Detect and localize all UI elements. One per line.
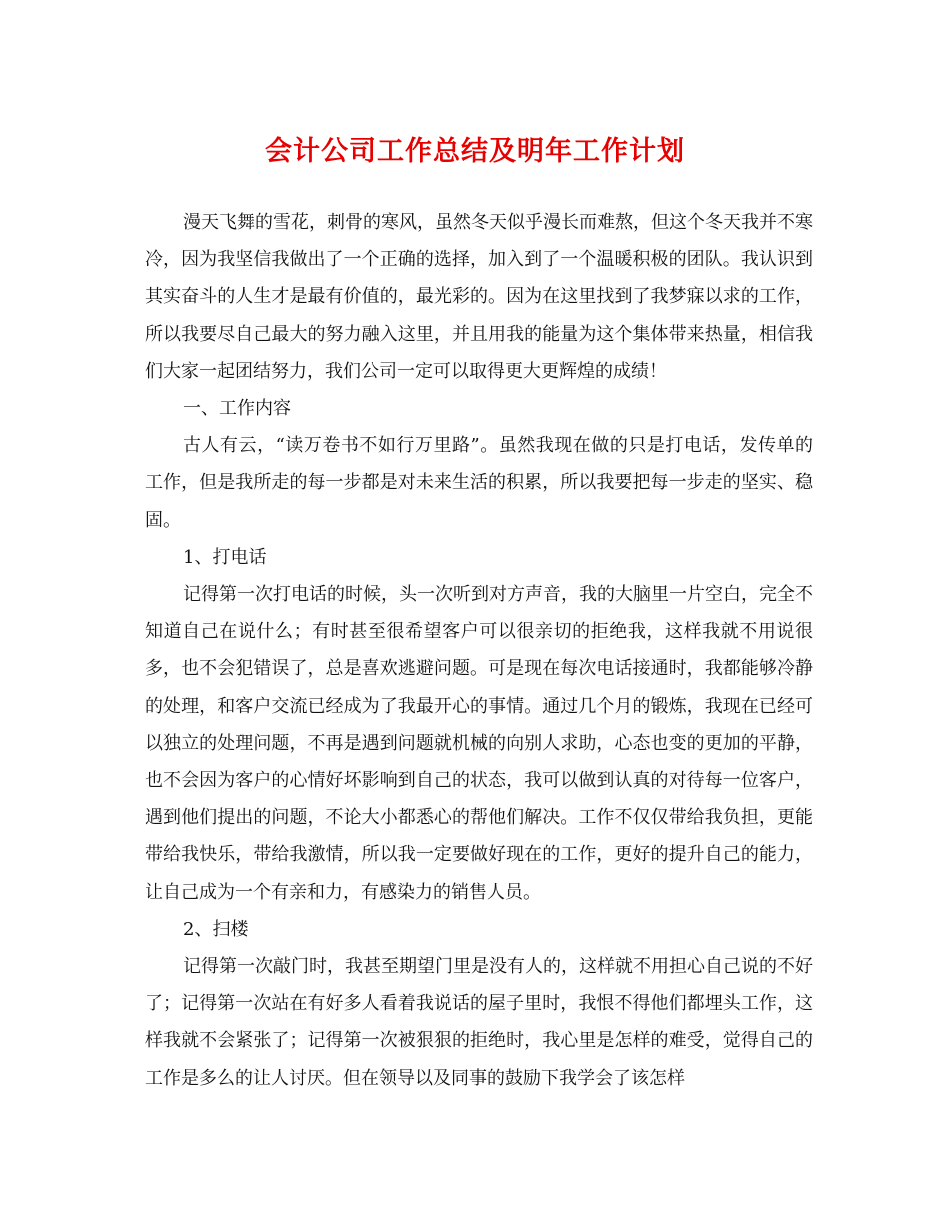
building-sweep-paragraph: 记得第一次敲门时，我甚至期望门里是没有人的，这样就不用担心自己说的不好了；记得第一次站在有好多人看着我说话的屋子里时，我恨不得他们都埋头工作，这样我就不会紧张了；记得第一次被狠狠的拒绝时，我心里是怎样的难受，觉得自己的工作是多么的让人讨厌。但在领导以及同事的鼓励下我学会了该怎样: [145, 956, 813, 1089]
document-body: [145, 204, 813, 1097]
work-content-paragraph: 古人有云，“读万卷书不如行万里路”。虽然我现在做的只是打电话，发传单的工作，但是我所走的每一步都是对未来生活的积累，所以我要把每一步走的坚实、稳固。: [145, 435, 813, 531]
subsection-heading-phone-calls: 1、打电话: [183, 546, 267, 568]
document-title: 会计公司工作总结及明年工作计划: [265, 136, 685, 167]
phone-calls-paragraph: 记得第一次打电话的时候，头一次听到对方声音，我的大脑里一片空白，完全不知道自己在说什么；有时甚至很希望客户可以很亲切的拒绝我，这样我就不用说很多，也不会犯错误了，总是喜欢逃避问题。可是现在每次电话接通时，我都能够冷静的处理，和客户交流已经成为了我最开心的事情。通过几个月的锻炼，我现在已经可以独立的处理问题，不再是遇到问题就机械的向别人求助，心态也变的更加的平静，也不会因为客户的心情好坏影响到自己的状态，我可以做到认真的对待每一位客户，遇到他们提出的问题，不论大小都悉心的帮他们解决。工作不仅仅带给我负担，更能带给我快乐，带给我激情，所以我一定要做好现在的工作，更好的提升自己的能力，让自己成为一个有亲和力，有感染力的销售人员。: [145, 584, 813, 903]
intro-paragraph: 漫天飞舞的雪花，刺骨的寒风，虽然冬天似乎漫长而难熬，但这个冬天我并不寒冷，因为我坚信我做出了一个正确的选择，加入到了一个温暖积极的团队。我认识到其实奋斗的人生才是最有价值的，最光彩的。因为在这里找到了我梦寐以求的工作，所以我要尽自己最大的努力融入这里，并且用我的能量为这个集体带来热量，相信我们大家一起团结努力，我们公司一定可以取得更大更辉煌的成绩！: [145, 212, 813, 382]
subsection-heading-building-sweep: 2、扫楼: [183, 918, 249, 940]
section-heading-work-content: 一、工作内容: [183, 398, 291, 420]
